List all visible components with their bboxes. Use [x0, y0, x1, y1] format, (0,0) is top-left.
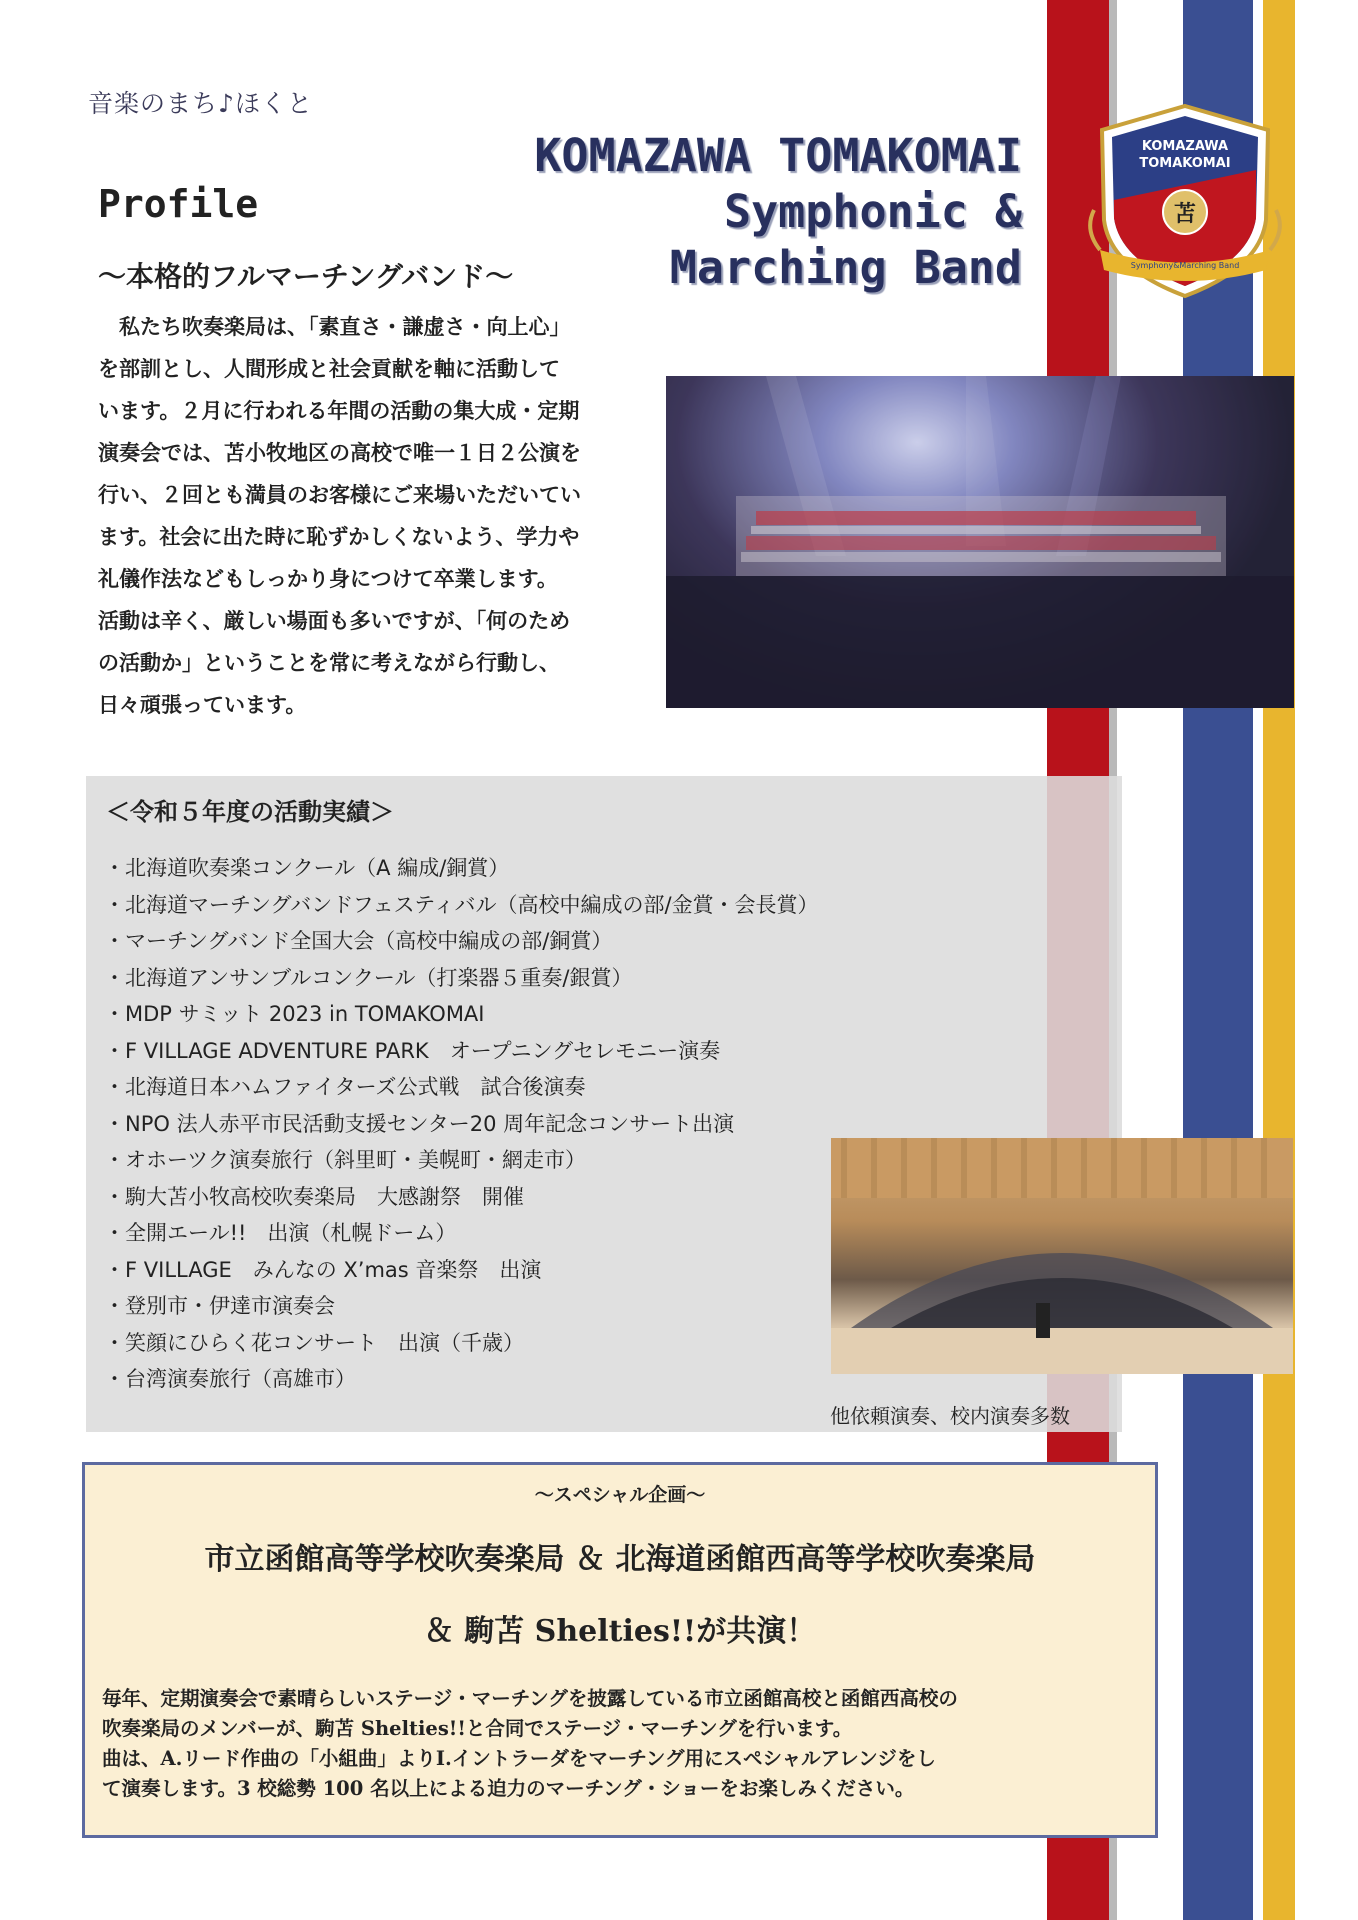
profile-line: 演奏会では、苫小牧地区の高校で唯一１日２公演を [98, 440, 581, 465]
band-title-line3: Marching Band [669, 241, 1022, 294]
activity-item: ・F VILLAGE みんなの X’mas 音楽祭 出演 [104, 1257, 542, 1282]
svg-text:KOMAZAWA: KOMAZAWA [1141, 139, 1229, 154]
orchestra-image [831, 1138, 1293, 1374]
activity-item: ・マーチングバンド全国大会（高校中編成の部/銅賞） [104, 929, 613, 953]
profile-line: 活動は辛く、厳しい場面も多いですが、「何のため [98, 608, 571, 633]
profile-line: ます。社会に出た時に恥ずかしくないよう、学力や [98, 524, 580, 549]
band-title-line2: Symphonic & [723, 185, 1022, 238]
special-body-line: 吹奏楽局のメンバーが、駒苫 Shelties!!と合同でステージ・マーチングを行います。 [102, 1717, 853, 1740]
activity-item: ・北海道マーチングバンドフェスティバル（高校中編成の部/金賞・会長賞） [104, 892, 819, 917]
special-headline-1: 市立函館高等学校吹奏楽局 ＆ 北海道函館西高等学校吹奏楽局 [204, 1542, 1036, 1577]
special-body-line: て演奏します。3 校総勢 100 名以上による迫力のマーチング・ショーをお楽しみください。 [102, 1777, 915, 1800]
svg-text:TOMAKOMAI: TOMAKOMAI [1139, 156, 1231, 171]
concert-hall-photo [831, 1138, 1293, 1374]
activity-item: ・NPO 法人赤平市民活動支援センター20 周年記念コンサート出演 [104, 1111, 735, 1136]
profile-line: 日々頑張っています。 [98, 692, 307, 717]
profile-subtitle: ～本格的フルマーチングバンド～ [98, 260, 514, 293]
activities-note: 他依頼演奏、校内演奏多数 [830, 1404, 1070, 1428]
activity-item: ・笑顔にひらく花コンサート 出演（千歳） [104, 1330, 524, 1355]
activity-item: ・台湾演奏旅行（高雄市） [104, 1367, 356, 1391]
special-body-line: 曲は、A.リード作曲の「小組曲」よりⅠ.イントラーダをマーチング用にスペシャルアレンジをし [102, 1747, 936, 1770]
band-emblem-icon [1080, 100, 1290, 310]
profile-line: を部訓とし、人間形成と社会貢献を軸に活動して [98, 356, 560, 381]
profile-line: の活動か」ということを常に考えながら行動し、 [98, 650, 560, 675]
profile-line: 礼儀作法などもしっかり身につけて卒業します。 [98, 566, 558, 591]
band-title [534, 128, 1022, 296]
special-body [102, 1684, 1147, 1804]
profile-line: います。２月に行われる年間の活動の集大成・定期 [98, 398, 580, 423]
activity-item: ・北海道日本ハムファイターズ公式戦 試合後演奏 [104, 1075, 586, 1099]
activities-title: ＜令和５年度の活動実績＞ [106, 798, 394, 826]
profile-line: 行い、２回とも満員のお客様にご来場いただいてい [98, 482, 581, 507]
activity-item: ・全開エール!! 出演（札幌ドーム） [104, 1221, 457, 1245]
profile-line: 私たち吹奏楽局は、「素直さ・謙虚さ・向上心」 [98, 314, 571, 339]
activity-item: ・北海道吹奏楽コンクール（A 編成/銅賞） [104, 856, 510, 880]
activity-item: ・駒大苫小牧高校吹奏楽局 大感謝祭 開催 [104, 1184, 524, 1209]
tagline: 音楽のまち♪ほくと [88, 89, 313, 118]
band-title-line1: KOMAZAWA TOMAKOMAI [534, 129, 1022, 182]
profile-body [98, 306, 658, 726]
stage-performers-image [666, 376, 1294, 708]
concert-photo [666, 376, 1294, 708]
activity-item: ・北海道アンサンブルコンクール（打楽器５重奏/銀賞） [104, 965, 633, 990]
activity-item: ・F VILLAGE ADVENTURE PARK オープニングセレモニー演奏 [104, 1038, 721, 1063]
profile-heading: Profile [98, 182, 259, 226]
special-body-line: 毎年、定期演奏会で素晴らしいステージ・マーチングを披露している市立函館高校と函館西高校の [102, 1687, 958, 1710]
special-label: ～スペシャル企画～ [534, 1484, 706, 1506]
svg-text:苫: 苫 [1173, 201, 1197, 227]
svg-text:Symphony&Marching Band: Symphony&Marching Band [1130, 261, 1240, 270]
special-headline-2: ＆ 駒苫 Shelties!!が共演！ [423, 1614, 817, 1649]
activity-item: ・オホーツク演奏旅行（斜里町・美幌町・網走市） [104, 1148, 586, 1172]
activity-item: ・登別市・伊達市演奏会 [104, 1294, 335, 1318]
activity-item: ・MDP サミット 2023 in TOMAKOMAI [104, 1002, 485, 1026]
activities-list [104, 850, 819, 1398]
